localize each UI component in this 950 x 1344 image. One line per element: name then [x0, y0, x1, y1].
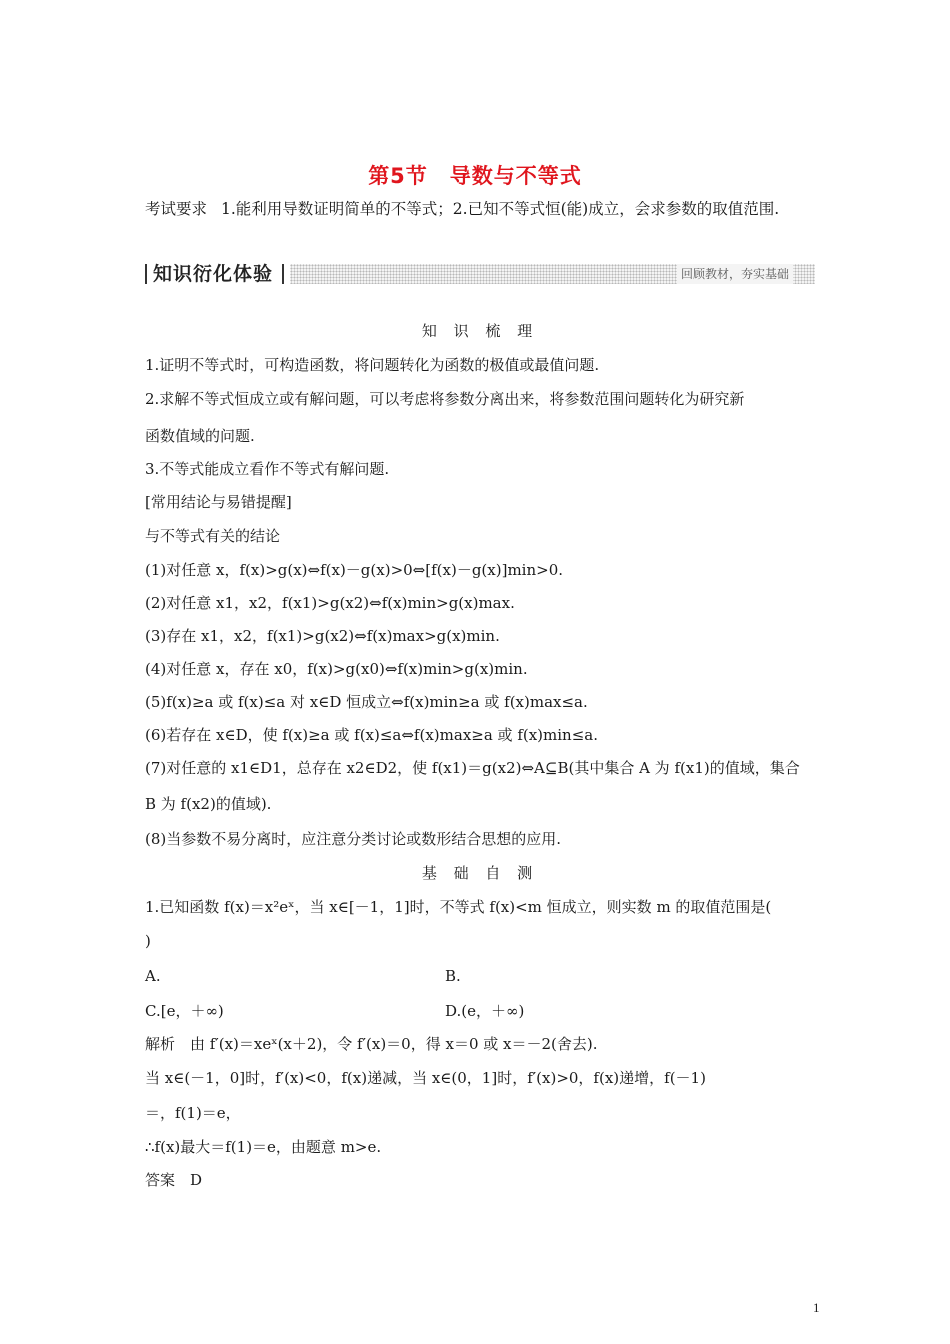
- banner-divider: [282, 264, 284, 284]
- option-a: A.: [145, 967, 161, 985]
- question-1-line-1: 1.已知函数 f(x)＝x²eˣ，当 x∈[－1，1]时，不等式 f(x)<m 恒成立，则实数 m 的取值范围是(: [145, 898, 772, 916]
- solution-line-4: ∴f(x)最大＝f(1)＝e，由题意 m>e.: [145, 1138, 382, 1156]
- conclusions-heading: 与不等式有关的结论: [145, 527, 281, 545]
- requirements-text: 1.能利用导数证明简单的不等式；2.已知不等式恒(能)成立，会求参数的取值范围.: [221, 200, 780, 218]
- conclusion-6: (6)若存在 x∈D，使 f(x)≥a 或 f(x)≤a⇔f(x)max≥a 或 f(x)min≤a.: [145, 726, 598, 744]
- section-banner: [145, 262, 815, 286]
- page-number: 1: [813, 1300, 820, 1315]
- tips-heading: [常用结论与易错提醒]: [145, 493, 292, 511]
- exam-requirements: [145, 193, 813, 226]
- conclusion-4: (4)对任意 x，存在 x0，f(x)>g(x0)⇔f(x)min>g(x)min.: [145, 660, 528, 678]
- point-3: 3.不等式能成立看作不等式有解问题.: [145, 460, 390, 478]
- point-2-line-2: 函数值域的问题.: [145, 427, 255, 445]
- section-heading-selftest: 基 础 自 测: [421, 864, 539, 882]
- conclusion-7-line-1: (7)对任意的 x1∈D1，总存在 x2∈D2，使 f(x1)＝g(x2)⇔A⊆B(其中集合 A 为 f(x1)的值域，集合: [145, 759, 800, 777]
- requirements-label: 考试要求: [145, 200, 208, 218]
- conclusion-2: (2)对任意 x1，x2，f(x1)>g(x2)⇔f(x)min>g(x)max.: [145, 594, 515, 612]
- point-2-line-1: 2.求解不等式恒成立或有解问题，可以考虑将参数分离出来，将参数范围问题转化为研究新: [145, 390, 745, 408]
- conclusion-1: (1)对任意 x，f(x)>g(x)⇔f(x)－g(x)>0⇔[f(x)－g(x)]min>0.: [145, 561, 564, 579]
- conclusion-7-line-2: B 为 f(x2)的值域).: [145, 795, 272, 813]
- conclusion-3: (3)存在 x1，x2，f(x1)>g(x2)⇔f(x)max>g(x)min.: [145, 627, 500, 645]
- page-title: 第5节 导数与不等式: [368, 164, 582, 188]
- banner-subtitle: 回顾教材，夯实基础: [677, 264, 793, 284]
- option-c: C.[e，＋∞): [145, 1002, 224, 1020]
- solution-line-2: 当 x∈(－1，0]时，f′(x)<0，f(x)递减，当 x∈(0，1]时，f′(x)>0，f(x)递增，f(－1): [145, 1069, 706, 1087]
- option-b: B.: [445, 967, 461, 985]
- conclusion-5: (5)f(x)≥a 或 f(x)≤a 对 x∈D 恒成立⇔f(x)min≥a 或 f(x)max≤a.: [145, 693, 588, 711]
- option-d: D.(e，＋∞): [445, 1002, 525, 1020]
- banner-left-bar: [145, 264, 147, 284]
- question-1-line-2: ): [145, 932, 151, 950]
- solution-line-1: 解析 由 f′(x)＝xeˣ(x＋2)，令 f′(x)＝0，得 x＝0 或 x＝－2(舍去).: [145, 1035, 598, 1053]
- solution-line-3: ＝，f(1)＝e，: [145, 1104, 241, 1122]
- point-1: 1.证明不等式时，可构造函数，将问题转化为函数的极值或最值问题.: [145, 356, 600, 374]
- banner-title: 知识衍化体验: [153, 263, 274, 285]
- answer: 答案 D: [145, 1171, 203, 1189]
- section-heading-knowledge: 知 识 梳 理: [421, 322, 539, 340]
- conclusion-8: (8)当参数不易分离时，应注意分类讨论或数形结合思想的应用.: [145, 830, 562, 848]
